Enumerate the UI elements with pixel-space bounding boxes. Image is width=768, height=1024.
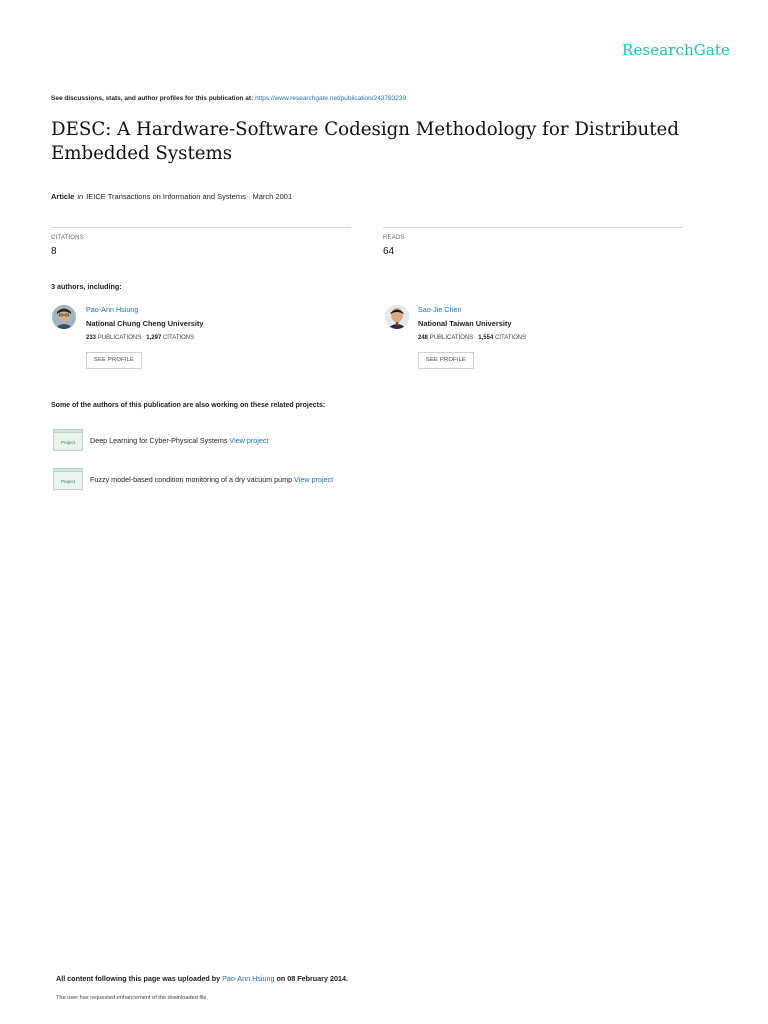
citations-label: CITATIONS [51, 235, 84, 241]
see-discussions-line [51, 95, 406, 102]
project-icon-label: Project [60, 479, 76, 484]
see-profile-button[interactable]: SEE PROFILE [86, 352, 142, 369]
researchgate-logo[interactable]: ResearchGate [622, 41, 730, 59]
author-citations-label: CITATIONS [494, 335, 527, 341]
project-item [90, 475, 333, 484]
author-name-link[interactable]: Pao-Ann Hsiung [86, 305, 139, 314]
project-icon [53, 429, 83, 451]
author-stats [418, 335, 526, 341]
author-citations-count: 1,297 [146, 335, 162, 341]
citations-value: 8 [51, 246, 57, 257]
uploader-link[interactable]: Pao-Ann Hsiung [222, 974, 275, 983]
publication-title: DESC: A Hardware-Software Codesign Methodology for Distributed Embedded Systems [51, 119, 679, 164]
view-project-link[interactable]: View project [294, 475, 334, 484]
project-icon-label: Project [60, 440, 76, 445]
publication-url-link[interactable]: https://www.researchgate.net/publication/243783239 [255, 95, 407, 102]
author-publications-count: 248 [418, 335, 429, 341]
uploaded-by-line [56, 974, 348, 983]
author-citations-count: 1,554 [478, 335, 494, 341]
article-type-label: Article [51, 192, 75, 201]
author-name-link[interactable]: Sao-Jie Chen [418, 305, 462, 314]
author-publications-count: 233 [86, 335, 97, 341]
author-photo-icon [52, 305, 76, 329]
author-photo-icon [385, 305, 409, 329]
citations-divider [51, 227, 351, 228]
authors-heading: 3 authors, including: [51, 282, 122, 291]
author-stats [86, 335, 194, 341]
author-avatar[interactable] [385, 305, 409, 329]
project-title: Fuzzy model-based condition monitoring of a dry vacuum pump [90, 475, 293, 484]
venue-text: IEICE Transactions on Information and Systems · March 2001 [86, 192, 293, 201]
author-avatar[interactable] [52, 305, 76, 329]
author-publications-label: PUBLICATIONS [97, 335, 142, 341]
author-publications-label: PUBLICATIONS [429, 335, 474, 341]
reads-label: READS [383, 235, 405, 241]
author-institution: National Chung Cheng University [86, 319, 204, 328]
author-citations-label: CITATIONS [162, 335, 195, 341]
in-label: in [77, 192, 84, 201]
author-institution: National Taiwan University [418, 319, 512, 328]
project-title: Deep Learning for Cyber-Physical Systems [90, 436, 228, 445]
related-projects-heading: Some of the authors of this publication are also working on these related projects: [51, 402, 326, 409]
uploaded-suffix: on 08 February 2014. [274, 974, 348, 983]
reads-divider [383, 227, 683, 228]
article-info-line [51, 192, 292, 201]
enhancement-note: The user has requested enhancement of the downloaded file. [56, 995, 209, 1001]
see-discussions-text: See discussions, stats, and author profiles for this publication at: [51, 95, 256, 102]
uploaded-prefix: All content following this page was uploaded by [56, 974, 223, 983]
reads-value: 64 [383, 246, 395, 257]
view-project-link[interactable]: View project [229, 436, 269, 445]
project-item [90, 436, 268, 445]
see-profile-button[interactable]: SEE PROFILE [418, 352, 474, 369]
project-icon [53, 468, 83, 490]
